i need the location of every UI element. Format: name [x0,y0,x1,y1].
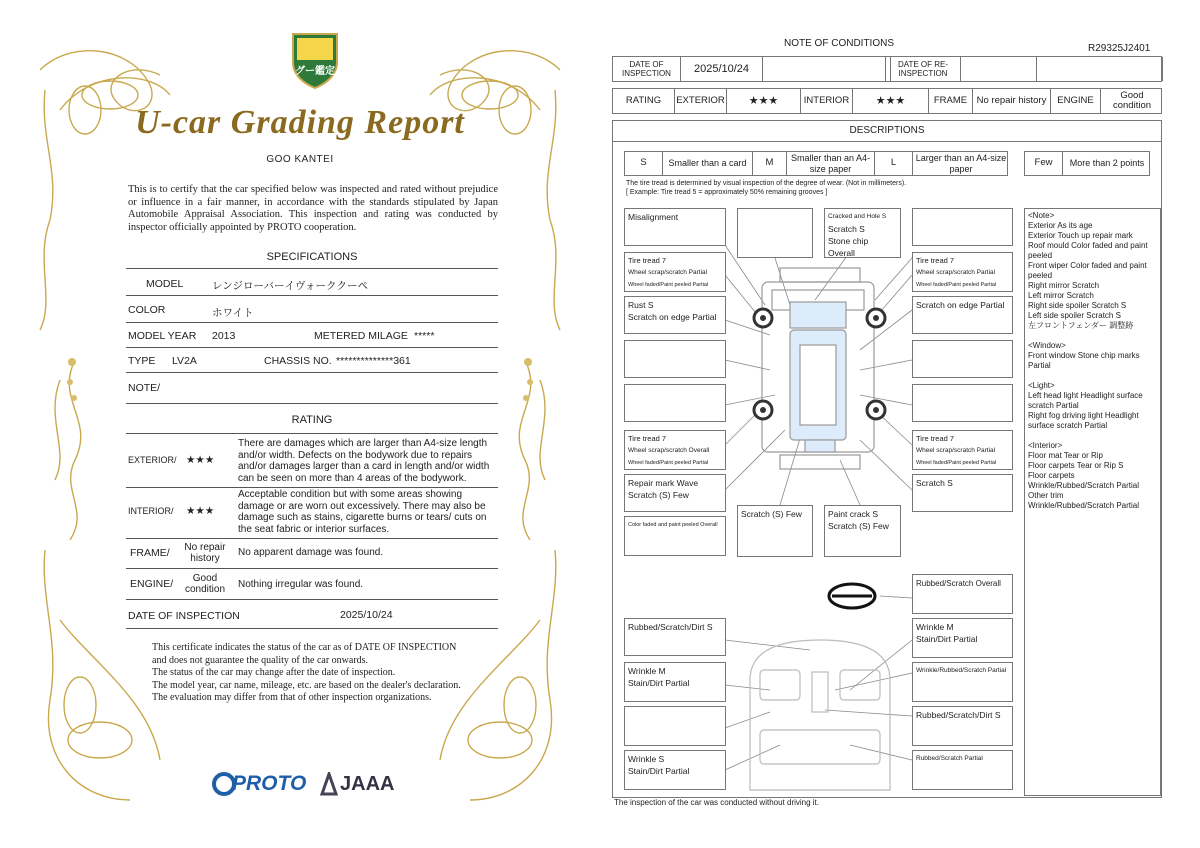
engine-label: ENGINE/ [130,578,174,590]
damage-box-21: Rubbed/Scratch/Dirt S [624,618,726,656]
type-label: TYPE [128,355,156,367]
damage-box-23: Wrinkle M Stain/Dirt Partial [624,662,726,702]
legend-m: M [753,152,787,175]
date-of-inspection-value: 2025/10/24 [681,57,763,81]
damage-box-11 [624,384,726,422]
legend-s-text: Smaller than a card [663,152,753,175]
exterior-stars: ★★★ [186,454,215,466]
specifications-heading: SPECIFICATIONS [266,251,358,263]
rating-row-engine [126,569,498,600]
certificate-subtitle: GOO KANTEI [266,154,334,165]
rating-heading: RATING [291,414,333,426]
damage-box-8: Scratch on edge Partial [912,296,1013,334]
goo-kantei-badge-icon [285,30,345,90]
certificate-disclaimer: This certificate indicates the status of the car as of DATE OF INSPECTION and does not guarantee the quality of the car onwards. The status of the car may change after the date of inspection. The model year, car name, mileage, etc. are based on the dealer's declaration. The evaluation may differ from that of other inspection organizations. [152,642,461,703]
damage-box-20: Rubbed/Scratch Overall [912,574,1013,614]
metered-milage-label: METERED MILAGE [314,330,408,342]
damage-box-19: Paint crack S Scratch (S) Few [824,505,901,557]
sheet-title: NOTE OF CONDITIONS [784,38,894,49]
notes-panel: <Note> Exterior As its age Exterior Touch up repair mark Roof mould Color faded and paint peeled Front wiper Color faded and paint peeled Right mirror Scratch Left mirror Scratch Right side spoiler Scratch S Left side spoiler Scratch S 左フロントフェンダー 調整跡 <Window> Front window Stone chip marks Partial <Light> Left head light Headlight surface scratch Partial Right fog driving light Headlight surface scratch Partial <Interior> Floor mat Tear or Rip Floor carpets Tear or Rip S Floor carpets Wrinkle/Rubbed/Scratch Partial Other trim Wrinkle/Rubbed/Scratch Partial [1024,208,1161,796]
sheet-footer: The inspection of the car was conducted without driving it. [614,798,819,807]
damage-box-12 [912,384,1013,422]
spec-row-model-year [126,323,498,348]
interior-stars: ★★★ [853,89,929,113]
exterior-label: EXTERIOR [675,89,727,113]
damage-box-4 [912,208,1013,246]
chassis-value: **************361 [336,355,411,367]
damage-box-22: Wrinkle M Stain/Dirt Partial [912,618,1013,658]
damage-box-7: Rust S Scratch on edge Partial [624,296,726,334]
damage-box-5: Tire tread 7 Wheel scrap/scratch Partial Wheel faded/Paint peeled Partial [624,252,726,292]
damage-box-14: Tire tread 7 Wheel scrap/scratch Partial Wheel faded/Paint peeled Partial [912,430,1013,470]
damage-box-16: Scratch S [912,474,1013,512]
rating-label: RATING [613,89,675,113]
damage-box-24: Wrinkle/Rubbed/Scratch Partial [912,662,1013,702]
engine-value: Good condition [1112,89,1152,111]
interior-label: INTERIOR [801,89,853,113]
date-label: DATE OF INSPECTION [128,610,240,622]
frame-label: FRAME [929,89,973,113]
badge-text: グー鑑定 [295,66,335,77]
metered-milage-value: ***** [414,330,435,342]
damage-box-13: Tire tread 7 Wheel scrap/scratch Overall Wheel faded/Paint peeled Partial [624,430,726,470]
legend-l-text: Larger than an A4-size paper [915,153,1007,174]
spec-row-model [126,269,498,296]
model-year-label: MODEL YEAR [128,330,197,342]
logo-area [212,770,412,800]
interior-description: Acceptable condition but with some areas showing damage or are worn out excessively. There may also be damage such as stains, cigarette burns or tears/ cuts on the seat fabric or interior surfaces. [238,489,487,535]
frame-value: No repair history [973,89,1051,113]
engine-label: ENGINE [1051,89,1101,113]
damage-box-17: Color faded and paint peeled Overall [624,516,726,556]
damage-box-10 [912,340,1013,378]
damage-box-27: Wrinkle S Stain/Dirt Partial [624,750,726,790]
legend-m-text: Smaller than an A4-size paper [787,152,875,175]
damage-box-6: Tire tread 7 Wheel scrap/scratch Partial Wheel faded/Paint peeled Partial [912,252,1013,292]
damage-box-1: Misalignment [624,208,726,246]
rating-row-interior [126,488,498,539]
legend-s: S [625,152,663,175]
legend-l: L [875,152,913,175]
spec-row-color [126,296,498,323]
rating-row-frame [126,539,498,569]
type-value: LV2A [172,355,197,367]
color-label: COLOR [128,304,166,316]
damage-box-9 [624,340,726,378]
tire-note-1: The tire tread is determined by visual inspection of the degree of wear. (Not in millimeters). [626,180,907,187]
model-year-value: 2013 [212,330,236,342]
damage-box-25 [624,706,726,746]
interior-label: INTERIOR/ [128,506,174,516]
damage-box-2 [737,208,813,258]
steering-wheel-icon [829,584,875,608]
date-value: 2025/10/24 [340,609,393,621]
legend-few: Few [1025,152,1063,175]
color-value: ホワイト [212,307,254,319]
damage-box-26: Rubbed/Scratch/Dirt S [912,706,1013,746]
model-value: レンジローバーイヴォーククーペ [212,280,369,292]
rating-row-date [126,600,498,629]
damage-box-15: Repair mark Wave Scratch (S) Few [624,474,726,512]
legend-few-text: More than 2 points [1069,158,1145,169]
engine-value: Good condition [184,573,226,595]
model-label: MODEL [146,278,184,290]
chassis-label: CHASSIS NO. [264,355,332,367]
jaaa-logo-text: JAAA [340,773,395,795]
frame-label: FRAME/ [130,547,170,559]
certificate-title: U-car Grading Report [135,104,465,141]
damage-box-28: Rubbed/Scratch Partial [912,750,1013,790]
interior-stars: ★★★ [186,505,215,517]
damage-box-3: Cracked and Hole S Scratch S Stone chip Overall [824,208,901,258]
jaaa-logo-icon [320,772,338,796]
descriptions-heading: DESCRIPTIONS [849,125,925,136]
note-label: NOTE/ [128,382,161,394]
tire-note-2: [ Example: Tire tread 5 = approximately 50% remaining grooves ] [626,189,828,196]
note-of-conditions-sheet [600,0,1200,848]
spec-row-type [126,348,498,373]
certificate-intro: This is to certify that the car specified below was inspected and rated without prejudice or influence in a fair manner, in accordance with the standards stipulated by Japan Automobile Appraisal Association. This inspection and rating was conducted by inspector officially appointed by PROTO cooperation. [128,184,498,233]
frame-description: No apparent damage was found. [238,547,384,558]
proto-logo-text: PROTO [232,772,307,795]
date-reinspection-label: DATE OF RE-INSPECTION [885,57,961,81]
exterior-stars: ★★★ [727,89,801,113]
exterior-label: EXTERIOR/ [128,455,177,465]
frame-value: No repair history [184,542,226,564]
damage-box-18: Scratch (S) Few [737,505,813,557]
spec-row-note [126,373,498,404]
sheet-code: R29325J2401 [1088,43,1151,54]
date-of-inspection-label: DATE OF INSPECTION [613,57,681,81]
rating-row-exterior [126,434,498,488]
exterior-description: There are damages which are larger than A4-size length and/or width. Defects on the bodywork due to repairs and/or damages larger than a card in length and/or width can be seen on more than 4 areas of the bodywork. [238,438,490,484]
engine-description: Nothing irregular was found. [238,579,364,590]
